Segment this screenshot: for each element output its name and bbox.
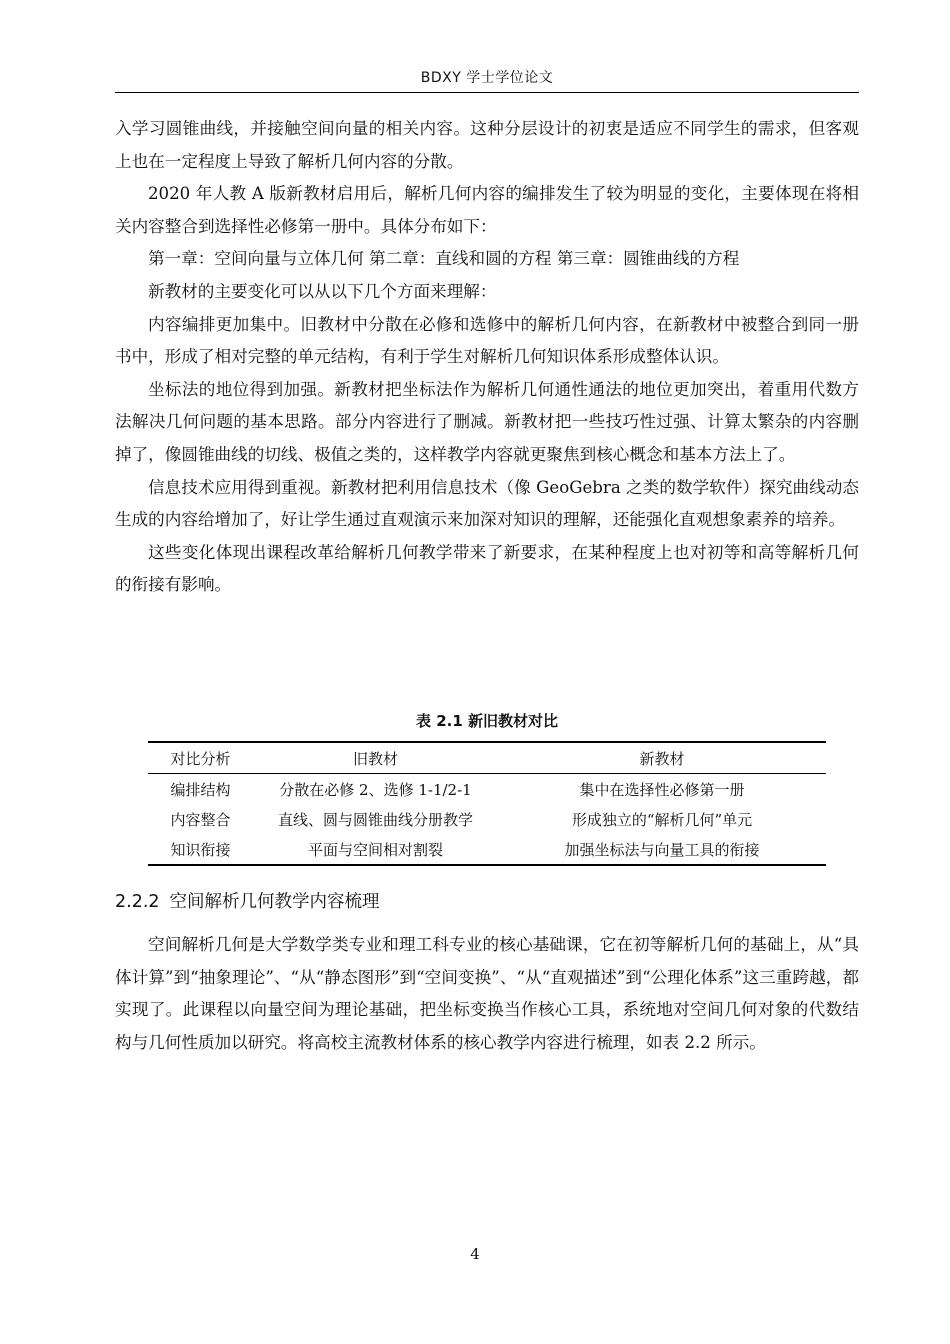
table-row [148,804,826,834]
paragraph-coordinate-method: 坐标法的地位得到加强。新教材把坐标法作为解析几何通性通法的地位更加突出，着重用代数方法解决几何问题的基本思路。部分内容进行了删减。新教材把一些技巧性过强、计算太繁杂的内容删掉了，像圆锥曲线的切线、极值之类的，这样教学内容就更聚焦到核心概念和基本方法上了。 [115,379,859,464]
table-header-row [148,742,826,774]
table-cell: 平面与空间相对割裂 [307,840,443,859]
paragraph-summary: 这些变化体现出课程改革给解析几何教学带来了新要求，在某种程度上也对初等和高等解析几何的衔接有影响。 [115,542,859,595]
table-cell: 编排结构 [170,780,231,799]
paragraph-continuation: 入学习圆锥曲线，并接触空间向量的相关内容。这种分层设计的初衷是适应不同学生的需求，但客观上也在一定程度上导致了解析几何内容的分散。 [115,119,859,171]
table-header-cell: 新教材 [639,749,685,768]
paragraph-chapter-list: 第一章：空间向量与立体几何 第二章：直线和圆的方程 第三章：圆锥曲线的方程 [148,249,740,269]
table-row [148,774,826,805]
table-row [148,834,826,865]
section-number: 2.2.2 [115,892,160,912]
page-header [115,60,859,93]
table-cell: 集中在选择性必修第一册 [579,780,745,799]
table-cell: 加强坐标法与向量工具的衔接 [564,840,760,859]
table-cell: 内容整合 [170,810,231,829]
table-cell: 形成独立的“解析几何”单元 [571,810,753,829]
paragraph-spatial-geometry: 空间解析几何是大学数学类专业和理工科专业的核心基础课，它在初等解析几何的基础上，从“具体计算”到“抽象理论”、“从“静态图形”到“空间变换”、“从“直观描述”到“公理化体系”这三重跨越，都实现了。此课程以向量空间为理论基础，把坐标变换当作核心工具，系统地对空间几何对象的代数结构与几何性质加以研究。将高校主流教材体系的核心教学内容进行梳理，如表 2.2 所示。 [115,935,859,1052]
table-cell: 分散在必修 2、选修 1-1/2-1 [279,780,472,799]
body-text [115,113,859,602]
section-title: 空间解析几何教学内容梳理 [169,892,380,912]
table-caption: 表 2.1 新旧教材对比 [415,712,559,730]
paragraph-textbook-2020: 2020 年人教 A 版新教材启用后，解析几何内容的编排发生了较为明显的变化，主要体现在将相关内容整合到选择性必修第一册中。具体分布如下： [115,184,859,236]
section-body [115,929,859,1059]
table-cell: 知识衔接 [170,840,231,859]
paragraph-content-arrangement: 内容编排更加集中。旧教材中分散在必修和选修中的解析几何内容，在新教材中被整合到同一册书中，形成了相对完整的单元结构，有利于学生对解析几何知识体系形成整体认识。 [115,314,859,367]
comparison-table [148,741,826,866]
paragraph-information-technology: 信息技术应用得到重视。新教材把利用信息技术（像 GeoGebra 之类的数学软件）探究曲线动态生成的内容给增加了，好让学生通过直观演示来加深对知识的理解，还能强化直观想象素养的培养。 [115,477,859,530]
section-heading [115,888,380,913]
table-header-cell: 对比分析 [170,749,231,768]
table-cell: 直线、圆与圆锥曲线分册教学 [277,810,473,829]
header-title: BDXY 学士学位论文 [420,70,554,86]
page-number: 4 [470,1245,480,1263]
table-header-cell: 旧教材 [352,749,398,768]
paragraph-changes-intro: 新教材的主要变化可以从以下几个方面来理解： [148,281,497,301]
